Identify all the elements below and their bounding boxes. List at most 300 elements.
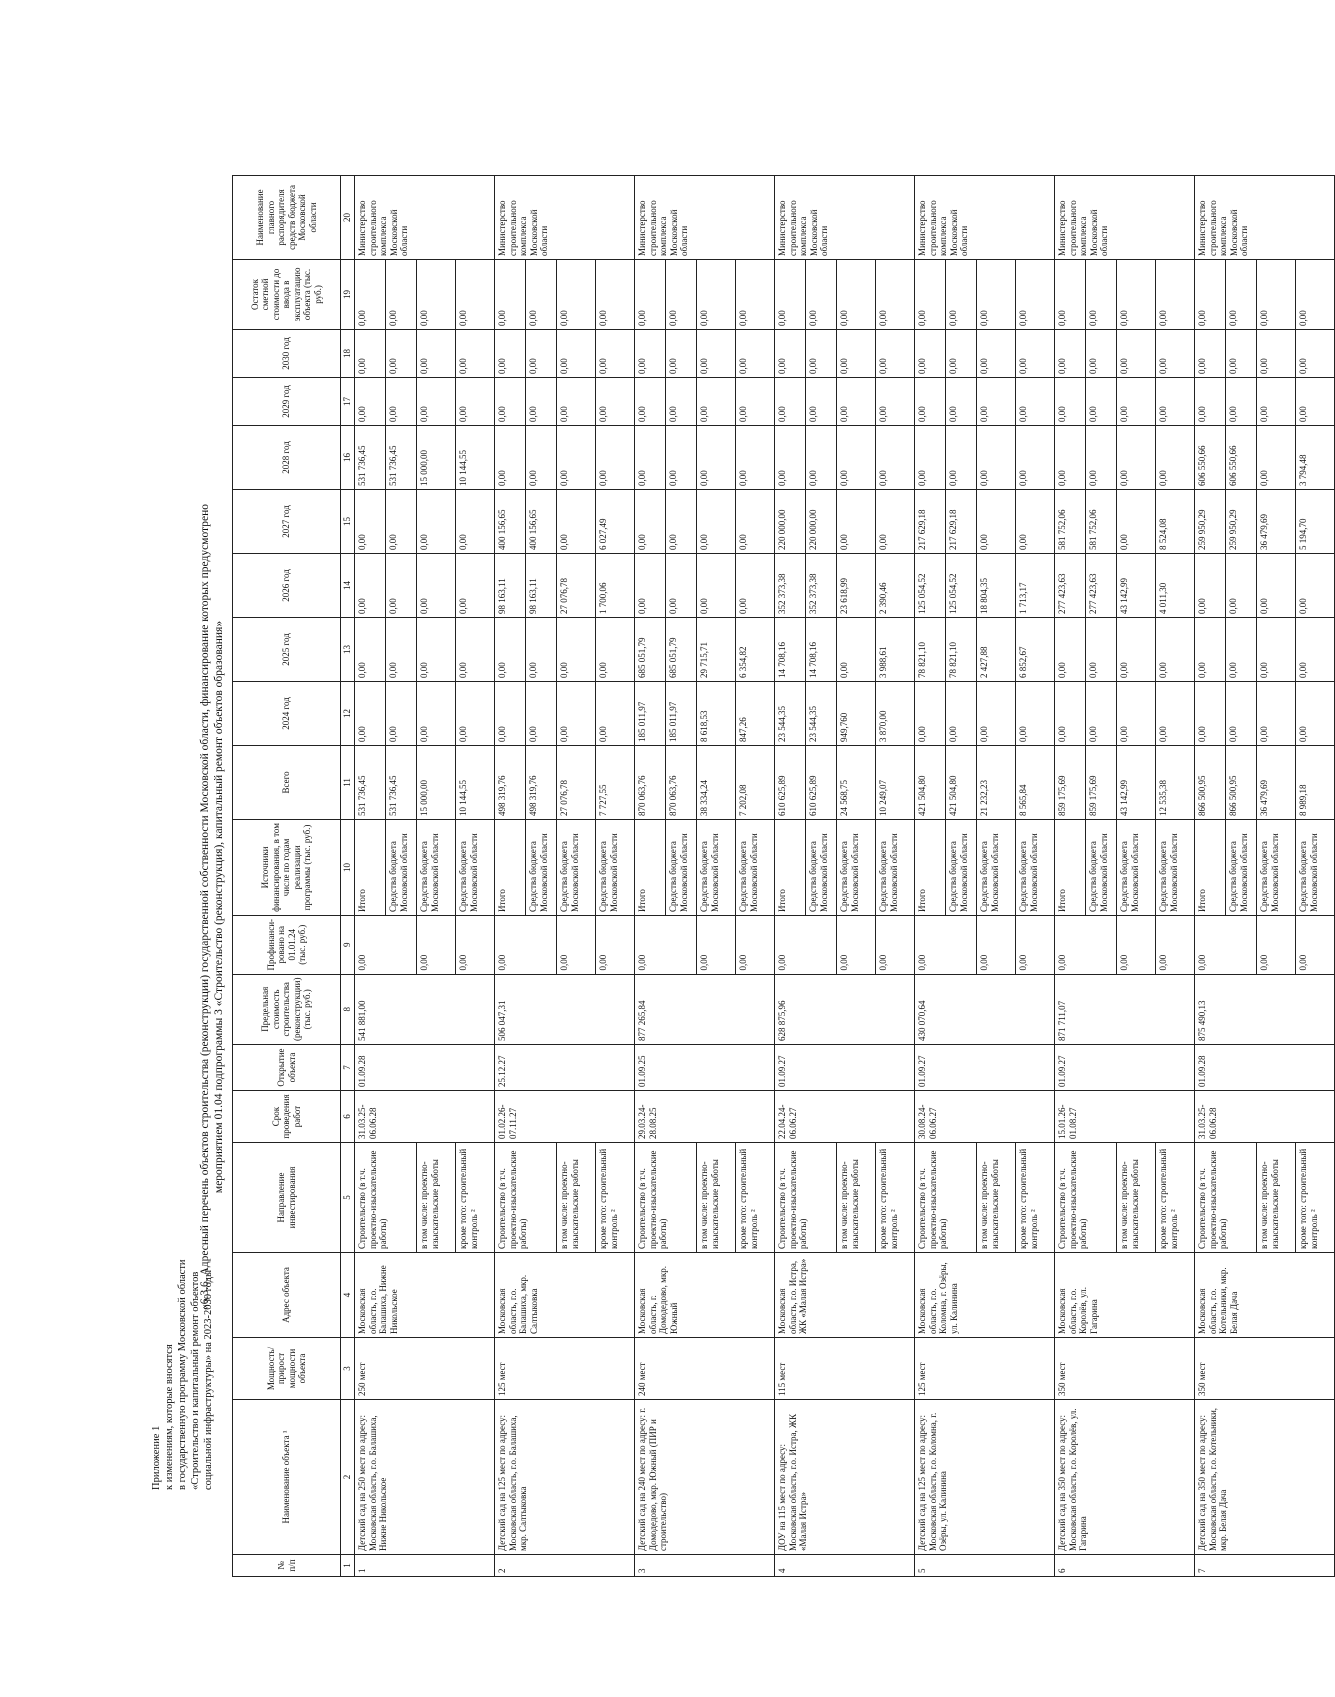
investment-direction: кроме того: строительный контроль ² (1156, 1143, 1195, 1253)
amount-cell: 0,00 (915, 681, 946, 745)
investment-direction: в том числе: проектно-изыскательские работы (1117, 1143, 1156, 1253)
amount-cell: 0,00 (557, 377, 596, 425)
funding-source: Итого (635, 819, 666, 915)
amount-cell: 10 144,55 (456, 425, 495, 489)
amount-cell: 0,00 (596, 617, 635, 681)
amount-cell: 27 076,78 (557, 553, 596, 617)
column-number: 4 (341, 1253, 355, 1338)
object-name: Детский сад на 250 мест по адресу: Московская область, г.о. Балашиха, Нижне Никольское (355, 1400, 495, 1555)
amount-cell: 27 076,78 (557, 745, 596, 819)
funding-source: Средства бюджета Московской области (1257, 819, 1296, 915)
work-period: 01.02.26-07.11.27 (495, 1091, 635, 1143)
amount-cell: 0,00 (915, 259, 946, 329)
column-header: 2030 год (233, 329, 341, 377)
amount-cell: 0,00 (1016, 377, 1055, 425)
work-period: 15.01.26-01.08.27 (1055, 1091, 1195, 1143)
amount-cell: 0,00 (557, 329, 596, 377)
column-number: 9 (341, 915, 355, 974)
amount-cell: 0,00 (526, 681, 557, 745)
amount-cell: 0,00 (1055, 617, 1086, 681)
amount-cell: 259 950,29 (1226, 489, 1257, 553)
amount-cell: 0,00 (736, 329, 775, 377)
work-period: 31.03.25-06.06.28 (1195, 1091, 1335, 1143)
amount-cell: 0,00 (1195, 553, 1226, 617)
table-row (915, 175, 946, 1576)
funding-source: Итого (495, 819, 526, 915)
funding-source: Средства бюджета Московской области (977, 819, 1016, 915)
amount-cell: 0,00 (1016, 259, 1055, 329)
column-header: 2028 год (233, 425, 341, 489)
budget-administrator: Министерство строительного комплекса Московской области (355, 175, 495, 259)
object-opening: 01.09.28 (1195, 1045, 1335, 1091)
amount-cell: 0,00 (1195, 377, 1226, 425)
amount-cell: 0,00 (1086, 377, 1117, 425)
amount-cell: 0,00 (1117, 329, 1156, 377)
amount-cell: 0,00 (837, 489, 876, 553)
funding-source: Средства бюджета Московской области (697, 819, 736, 915)
column-number: 7 (341, 1045, 355, 1091)
table-header-row (233, 175, 341, 1576)
amount-cell: 0,00 (1296, 617, 1335, 681)
amount-cell: 0,00 (495, 425, 526, 489)
amount-cell: 0,00 (1156, 259, 1195, 329)
funding-source: Средства бюджета Московской области (1016, 819, 1055, 915)
amount-cell: 0,00 (837, 377, 876, 425)
amount-cell: 15 000,00 (417, 745, 456, 819)
amount-cell: 610 625,89 (775, 745, 806, 819)
amount-cell: 0,00 (876, 377, 915, 425)
column-header: Наименование объекта ¹ (233, 1400, 341, 1555)
column-header: Срок проведения работ (233, 1091, 341, 1143)
object-capacity: 240 мест (635, 1338, 775, 1400)
amount-cell: 0,00 (355, 489, 386, 553)
funding-source: Средства бюджета Московской области (1296, 819, 1335, 915)
amount-cell: 0,00 (526, 425, 557, 489)
amount-cell: 0,00 (1257, 617, 1296, 681)
limit-cost: 430 070,64 (915, 974, 1055, 1044)
object-number: 4 (775, 1555, 915, 1577)
amount-cell: 0,00 (736, 489, 775, 553)
budget-administrator: Министерство строительного комплекса Московской области (1055, 175, 1195, 259)
financed-amount: 0,00 (495, 915, 557, 974)
amount-cell: 8 989,18 (1296, 745, 1335, 819)
amount-cell: 29 715,71 (697, 617, 736, 681)
amount-cell: 2 427,88 (977, 617, 1016, 681)
amount-cell: 0,00 (666, 489, 697, 553)
amount-cell: 0,00 (736, 425, 775, 489)
amount-cell: 0,00 (635, 553, 666, 617)
object-capacity: 125 мест (915, 1338, 1055, 1400)
investment-direction: Строительство (в т.ч. проектно-изыскательские работы) (635, 1143, 697, 1253)
funding-source: Средства бюджета Московской области (1226, 819, 1257, 915)
amount-cell: 606 550,66 (1195, 425, 1226, 489)
amount-cell: 859 175,69 (1055, 745, 1086, 819)
amount-cell: 0,00 (386, 617, 417, 681)
amount-cell: 0,00 (697, 425, 736, 489)
limit-cost: 875 490,13 (1195, 974, 1335, 1044)
amount-cell: 0,00 (697, 553, 736, 617)
amount-cell: 217 629,18 (946, 489, 977, 553)
column-number: 2 (341, 1400, 355, 1555)
amount-cell: 0,00 (736, 259, 775, 329)
column-header: 2027 год (233, 489, 341, 553)
column-header: 2026 год (233, 553, 341, 617)
financed-amount: 0,00 (876, 915, 915, 974)
amount-cell: 0,00 (526, 377, 557, 425)
amount-cell: 0,00 (456, 489, 495, 553)
amount-cell: 0,00 (355, 617, 386, 681)
column-number: 16 (341, 425, 355, 489)
funding-source: Средства бюджета Московской области (417, 819, 456, 915)
amount-cell: 0,00 (1296, 329, 1335, 377)
column-number: 20 (341, 175, 355, 259)
object-address: Московская область, г.о. Коломна, г. Озёры, ул. Калинина (915, 1253, 1055, 1338)
amount-cell: 0,00 (666, 377, 697, 425)
object-address: Московская область, г.о. Балашиха, мкр. Салтыковка (495, 1253, 635, 1338)
amount-cell: 0,00 (697, 259, 736, 329)
amount-cell: 0,00 (1086, 259, 1117, 329)
amount-cell: 0,00 (557, 617, 596, 681)
amount-cell: 0,00 (1117, 377, 1156, 425)
object-name: Детский сад на 240 мест по адресу: г. Домодедово, мкр. Южный (ПИР и строительство) (635, 1400, 775, 1555)
amount-cell: 277 423,63 (1055, 553, 1086, 617)
amount-cell: 1 700,06 (596, 553, 635, 617)
financed-amount: 0,00 (635, 915, 697, 974)
object-name: Детский сад на 125 мест по адресу: Московская область, г.о. Коломна, г. Озёры, ул. Калинина (915, 1400, 1055, 1555)
funding-source: Средства бюджета Московской области (876, 819, 915, 915)
header-line: социальной инфраструктуры» на 2023-2030 годы (203, 1270, 214, 1490)
amount-cell: 7 727,55 (596, 745, 635, 819)
amount-cell: 0,00 (876, 425, 915, 489)
amount-cell: 0,00 (417, 377, 456, 425)
amount-cell: 0,00 (837, 259, 876, 329)
amount-cell: 0,00 (557, 425, 596, 489)
investment-direction: в том числе: проектно-изыскательские работы (697, 1143, 736, 1253)
amount-cell: 0,00 (1086, 329, 1117, 377)
funding-source: Средства бюджета Московской области (456, 819, 495, 915)
amount-cell: 0,00 (1226, 681, 1257, 745)
amount-cell: 0,00 (666, 329, 697, 377)
amount-cell: 0,00 (1296, 553, 1335, 617)
financed-amount: 0,00 (1156, 915, 1195, 974)
amount-cell: 0,00 (1195, 681, 1226, 745)
funding-source: Средства бюджета Московской области (596, 819, 635, 915)
amount-cell: 0,00 (386, 681, 417, 745)
amount-cell: 498 319,76 (526, 745, 557, 819)
amount-cell: 0,00 (876, 259, 915, 329)
table-row (635, 175, 666, 1576)
work-period: 22.04.24-06.06.27 (775, 1091, 915, 1143)
funding-source: Средства бюджета Московской области (736, 819, 775, 915)
column-header: 2025 год (233, 617, 341, 681)
title-line: мероприятием 01.04 подпрограммы 3 «Строительство (реконструкция), капитальный ремонт объектов образования» (213, 620, 225, 1194)
amount-cell: 0,00 (915, 425, 946, 489)
amount-cell: 21 232,23 (977, 745, 1016, 819)
amount-cell: 0,00 (526, 329, 557, 377)
amount-cell: 185 011,97 (666, 681, 697, 745)
amount-cell: 0,00 (1226, 329, 1257, 377)
header-line: «Строительство и капитальный ремонт объектов (190, 1271, 201, 1490)
investment-direction: кроме того: строительный контроль ² (1296, 1143, 1335, 1253)
amount-cell: 5 194,70 (1296, 489, 1335, 553)
amount-cell: 531 736,45 (386, 425, 417, 489)
investment-direction: Строительство (в т.ч. проектно-изыскательские работы) (1195, 1143, 1257, 1253)
amount-cell: 0,00 (355, 259, 386, 329)
amount-cell: 0,00 (417, 617, 456, 681)
amount-cell: 0,00 (1257, 553, 1296, 617)
amount-cell: 0,00 (495, 259, 526, 329)
column-number: 11 (341, 745, 355, 819)
object-address: Московская область, г.о. Балашиха, Нижне Никольское (355, 1253, 495, 1338)
table-row (1055, 175, 1086, 1576)
amount-cell: 949,760 (837, 681, 876, 745)
amount-cell: 220 000,00 (775, 489, 806, 553)
financed-amount: 0,00 (355, 915, 417, 974)
object-opening: 01.09.27 (915, 1045, 1055, 1091)
amount-cell: 23 618,99 (837, 553, 876, 617)
financed-amount: 0,00 (1296, 915, 1335, 974)
amount-cell: 0,00 (736, 553, 775, 617)
amount-cell: 0,00 (417, 681, 456, 745)
budget-administrator: Министерство строительного комплекса Московской области (635, 175, 775, 259)
amount-cell: 0,00 (977, 425, 1016, 489)
investment-direction: Строительство (в т.ч. проектно-изыскательские работы) (775, 1143, 837, 1253)
amount-cell: 4 011,30 (1156, 553, 1195, 617)
limit-cost: 877 265,84 (635, 974, 775, 1044)
amount-cell: 0,00 (977, 259, 1016, 329)
amount-cell: 98 163,11 (526, 553, 557, 617)
amount-cell: 0,00 (1195, 617, 1226, 681)
amount-cell: 870 063,76 (666, 745, 697, 819)
amount-cell: 0,00 (915, 329, 946, 377)
table-row (775, 175, 806, 1576)
amount-cell: 0,00 (1156, 681, 1195, 745)
work-period: 29.03.24-28.08.25 (635, 1091, 775, 1143)
amount-cell: 0,00 (946, 259, 977, 329)
amount-cell: 0,00 (775, 259, 806, 329)
amount-cell: 0,00 (635, 329, 666, 377)
object-number: 2 (495, 1555, 635, 1577)
column-header: Адрес объекта (233, 1253, 341, 1338)
table-row (355, 175, 386, 1576)
column-number: 18 (341, 329, 355, 377)
column-header: Предельная стоимость строительства (реконструкции) (тыс. руб.) (233, 974, 341, 1044)
amount-cell: 8 524,08 (1156, 489, 1195, 553)
amount-cell: 610 625,89 (806, 745, 837, 819)
column-header: 2029 год (233, 377, 341, 425)
amount-cell: 0,00 (495, 617, 526, 681)
amount-cell: 581 752,06 (1055, 489, 1086, 553)
amount-cell: 352 373,38 (775, 553, 806, 617)
amount-cell: 0,00 (417, 329, 456, 377)
amount-cell: 0,00 (946, 681, 977, 745)
amount-cell: 0,00 (1086, 617, 1117, 681)
amount-cell: 531 736,45 (386, 745, 417, 819)
amount-cell: 531 736,45 (355, 425, 386, 489)
amount-cell: 0,00 (495, 329, 526, 377)
column-header: Всего (233, 745, 341, 819)
amount-cell: 78 821,10 (946, 617, 977, 681)
amount-cell: 0,00 (1226, 259, 1257, 329)
amount-cell: 0,00 (1257, 425, 1296, 489)
column-number: 19 (341, 259, 355, 329)
amount-cell: 0,00 (386, 329, 417, 377)
work-period: 30.08.24-06.06.27 (915, 1091, 1055, 1143)
amount-cell: 0,00 (1296, 259, 1335, 329)
amount-cell: 0,00 (386, 489, 417, 553)
amount-cell: 0,00 (837, 329, 876, 377)
column-header: Открытие объекта (233, 1045, 341, 1091)
object-name: Детский сад на 125 мест по адресу: Московская область, г.о. Балашиха, мкр. Салтыковка (495, 1400, 635, 1555)
funding-source: Средства бюджета Московской области (806, 819, 837, 915)
amount-cell: 0,00 (775, 377, 806, 425)
amount-cell: 498 319,76 (495, 745, 526, 819)
amount-cell: 0,00 (1016, 329, 1055, 377)
amount-cell: 0,00 (1156, 617, 1195, 681)
amount-cell: 0,00 (355, 681, 386, 745)
table-row (1195, 175, 1226, 1576)
object-address: Московская область, г. Домодедово, мкр. Южный (635, 1253, 775, 1338)
amount-cell: 0,00 (666, 553, 697, 617)
amount-cell: 0,00 (1117, 681, 1156, 745)
amount-cell: 43 142,99 (1117, 745, 1156, 819)
amount-cell: 3 794,48 (1296, 425, 1335, 489)
amount-cell: 0,00 (1055, 259, 1086, 329)
object-name: Детский сад на 350 мест по адресу: Московская область, г.о. Королёв, ул. Гагарина (1055, 1400, 1195, 1555)
work-period: 31.03.25-06.06.28 (355, 1091, 495, 1143)
amount-cell: 400 156,65 (495, 489, 526, 553)
object-opening: 01.09.28 (355, 1045, 495, 1091)
amount-cell: 0,00 (557, 681, 596, 745)
amount-cell: 0,00 (806, 425, 837, 489)
object-capacity: 125 мест (495, 1338, 635, 1400)
amount-cell: 0,00 (456, 553, 495, 617)
table-body (355, 175, 1335, 1576)
table-row (495, 175, 526, 1576)
limit-cost: 506 047,31 (495, 974, 635, 1044)
amount-cell: 0,00 (1117, 489, 1156, 553)
limit-cost: 628 875,96 (775, 974, 915, 1044)
amount-cell: 0,00 (697, 377, 736, 425)
amount-cell: 0,00 (876, 489, 915, 553)
amount-cell: 0,00 (1257, 259, 1296, 329)
amount-cell: 352 373,38 (806, 553, 837, 617)
amount-cell: 0,00 (635, 425, 666, 489)
amount-cell: 0,00 (666, 259, 697, 329)
financed-amount: 0,00 (596, 915, 635, 974)
amount-cell: 0,00 (1016, 425, 1055, 489)
column-number: 12 (341, 681, 355, 745)
amount-cell: 0,00 (946, 377, 977, 425)
amount-cell: 6 354,82 (736, 617, 775, 681)
object-number: 5 (915, 1555, 1055, 1577)
amount-cell: 0,00 (596, 259, 635, 329)
amount-cell: 0,00 (557, 259, 596, 329)
column-number: 8 (341, 974, 355, 1044)
amount-cell: 0,00 (775, 425, 806, 489)
funding-source: Средства бюджета Московской области (666, 819, 697, 915)
amount-cell: 0,00 (806, 259, 837, 329)
object-opening: 01.09.27 (775, 1045, 915, 1091)
amount-cell: 0,00 (557, 489, 596, 553)
amount-cell: 98 163,11 (495, 553, 526, 617)
object-address: Московская область, г.о. Королёв, ул. Гагарина (1055, 1253, 1195, 1338)
amount-cell: 38 334,24 (697, 745, 736, 819)
amount-cell: 0,00 (355, 329, 386, 377)
amount-cell: 0,00 (1226, 377, 1257, 425)
amount-cell: 23 544,35 (806, 681, 837, 745)
investment-direction: Строительство (в т.ч. проектно-изыскательские работы) (355, 1143, 417, 1253)
amount-cell: 0,00 (876, 329, 915, 377)
column-header: Направление инвестирования (233, 1143, 341, 1253)
amount-cell: 0,00 (456, 681, 495, 745)
column-number-row (341, 175, 355, 1576)
amount-cell: 0,00 (946, 425, 977, 489)
column-number: 1 (341, 1555, 355, 1577)
financed-amount: 0,00 (736, 915, 775, 974)
amount-cell: 8 565,84 (1016, 745, 1055, 819)
amount-cell: 36 479,69 (1257, 745, 1296, 819)
amount-cell: 0,00 (977, 329, 1016, 377)
amount-cell: 0,00 (456, 377, 495, 425)
financed-amount: 0,00 (697, 915, 736, 974)
amount-cell: 0,00 (1257, 377, 1296, 425)
amount-cell: 217 629,18 (915, 489, 946, 553)
amount-cell: 421 504,80 (946, 745, 977, 819)
investment-direction: в том числе: проектно-изыскательские работы (557, 1143, 596, 1253)
object-capacity: 115 мест (775, 1338, 915, 1400)
financed-amount: 0,00 (1016, 915, 1055, 974)
amount-cell: 8 618,53 (697, 681, 736, 745)
amount-cell: 1 713,17 (1016, 553, 1055, 617)
amount-cell: 0,00 (1117, 617, 1156, 681)
amount-cell: 125 054,52 (915, 553, 946, 617)
amount-cell: 0,00 (456, 329, 495, 377)
address-list-table (232, 175, 1335, 1577)
column-number: 5 (341, 1143, 355, 1253)
funding-source: Средства бюджета Московской области (1117, 819, 1156, 915)
amount-cell: 0,00 (1226, 617, 1257, 681)
amount-cell: 220 000,00 (806, 489, 837, 553)
amount-cell: 10 144,55 (456, 745, 495, 819)
amount-cell: 0,00 (837, 617, 876, 681)
amount-cell: 3 988,61 (876, 617, 915, 681)
object-number: 3 (635, 1555, 775, 1577)
funding-source: Итого (1195, 819, 1226, 915)
amount-cell: 0,00 (417, 259, 456, 329)
amount-cell: 0,00 (386, 553, 417, 617)
limit-cost: 871 711,07 (1055, 974, 1195, 1044)
amount-cell: 0,00 (417, 553, 456, 617)
amount-cell: 0,00 (635, 259, 666, 329)
amount-cell: 6 852,67 (1016, 617, 1055, 681)
object-number: 7 (1195, 1555, 1335, 1577)
amount-cell: 10 249,07 (876, 745, 915, 819)
document-title (198, 282, 226, 1532)
object-name: Детский сад на 350 мест по адресу: Московская область, г.о. Котельники, мкр. Белая Дача (1195, 1400, 1335, 1555)
amount-cell: 3 870,00 (876, 681, 915, 745)
header-line: к изменениям, которые вносятся (164, 1344, 175, 1490)
amount-cell: 0,00 (526, 617, 557, 681)
amount-cell: 0,00 (1296, 377, 1335, 425)
funding-source: Итого (775, 819, 806, 915)
amount-cell: 0,00 (1195, 329, 1226, 377)
amount-cell: 7 202,08 (736, 745, 775, 819)
amount-cell: 6 027,49 (596, 489, 635, 553)
amount-cell: 2 390,46 (876, 553, 915, 617)
amount-cell: 0,00 (456, 617, 495, 681)
financed-amount: 0,00 (557, 915, 596, 974)
